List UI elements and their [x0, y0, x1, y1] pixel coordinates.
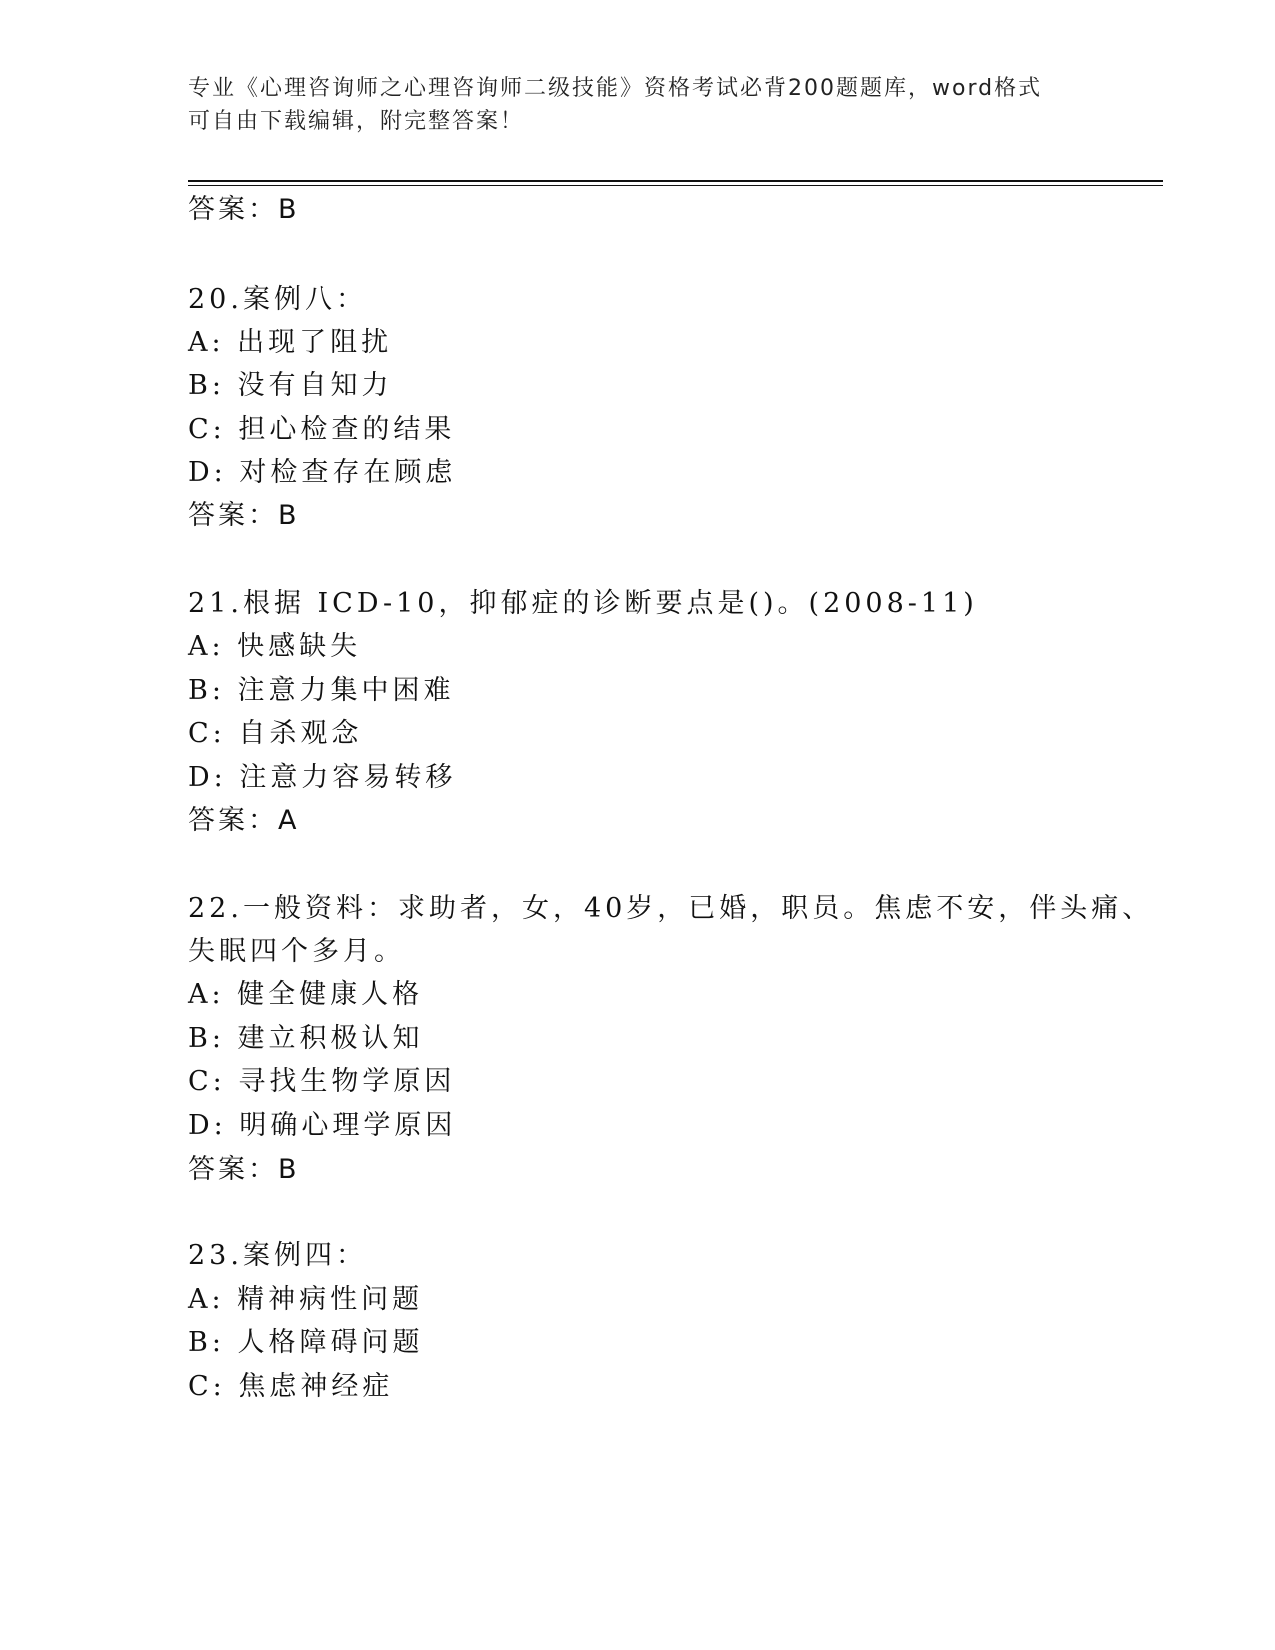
header-line-1: 专业《心理咨询师之心理咨询师二级技能》资格考试必背200题题库，word格式 — [188, 76, 1043, 101]
question-stem-continued: 失眠四个多月。 — [188, 936, 405, 967]
header-line-2: 可自由下载编辑，附完整答案！ — [188, 109, 525, 134]
option-d: D: 对检查存在顾虑 — [188, 457, 457, 488]
option-c: C: 寻找生物学原因 — [188, 1066, 456, 1097]
option-a: A: 健全健康人格 — [188, 979, 424, 1010]
option-b: B: 建立积极认知 — [188, 1023, 424, 1054]
answer: 答案：B — [188, 1154, 300, 1185]
answer: 答案：A — [188, 805, 300, 836]
question-stem: 20.案例八： — [188, 284, 367, 315]
document-header — [188, 72, 1088, 138]
option-a: A: 出现了阻扰 — [188, 327, 393, 358]
option-a: A: 精神病性问题 — [188, 1284, 424, 1315]
option-b: B: 没有自知力 — [188, 370, 393, 401]
option-a: A: 快感缺失 — [188, 631, 362, 662]
option-d: D: 明确心理学原因 — [188, 1110, 457, 1141]
question-stem: 23.案例四： — [188, 1240, 367, 1271]
answer: 答案：B — [188, 500, 300, 531]
option-b: B: 人格障碍问题 — [188, 1327, 424, 1358]
top-answer: 答案：B — [188, 194, 300, 225]
option-c: C: 焦虑神经症 — [188, 1371, 394, 1402]
option-c: C: 自杀观念 — [188, 718, 363, 749]
option-b: B: 注意力集中困难 — [188, 675, 455, 706]
option-c: C: 担心检查的结果 — [188, 414, 456, 445]
header-divider-thin — [188, 185, 1163, 186]
question-stem: 21.根据 ICD-10，抑郁症的诊断要点是()。(2008-11) — [188, 588, 978, 619]
question-stem: 22.一般资料：求助者，女，40岁，已婚，职员。焦虑不安，伴头痛、 — [188, 893, 1154, 924]
option-d: D: 注意力容易转移 — [188, 762, 457, 793]
header-divider-thick — [188, 180, 1163, 182]
